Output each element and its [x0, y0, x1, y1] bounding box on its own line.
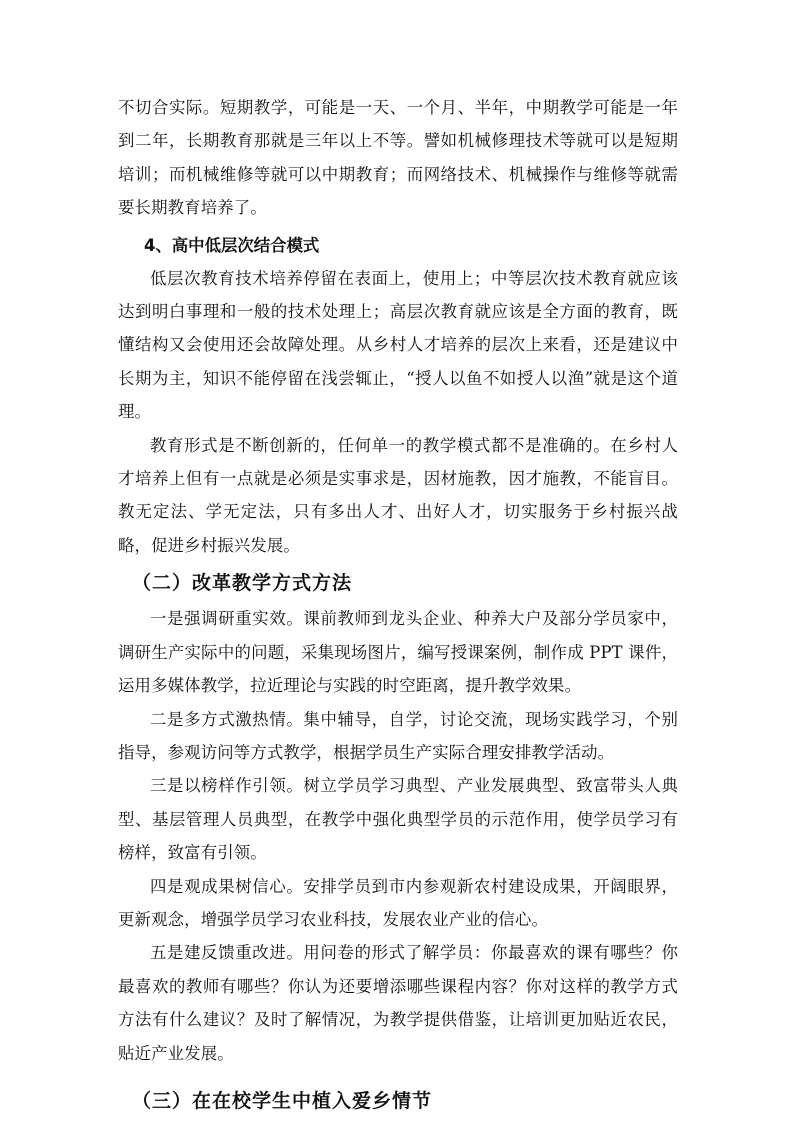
paragraph-point-4: 四是观成果树信心。安排学员到市内参观新农村建设成果，开阔眼界，更新观念，增强学员学习农业科技，发展农业产业的信心。: [118, 876, 678, 929]
section-heading-3: （三）在在校学生中植入爱乡情节: [132, 1089, 433, 1112]
paragraph-point-3: 三是以榜样作引领。树立学员学习典型、产业发展典型、致富带头人典型、基层管理人员典型，在教学中强化典型学员的示范作用，使学员学习有榜样，致富有引领。: [118, 776, 678, 863]
paragraph-continuation: 不切合实际。短期教学，可能是一天、一个月、半年，中期教学可能是一年到二年，长期教育那就是三年以上不等。譬如机械修理技术等就可以是短期培训；而机械维修等就可以中期教育；而网络技术、机械操作与维修等就需要长期教育培养了。: [118, 98, 678, 218]
paragraph-point-5: 五是建反馈重改进。用问卷的形式了解学员：你最喜欢的课有哪些？你最喜欢的教师有哪些？你认为还要增添哪些课程内容？你对这样的教学方式方法有什么建议？及时了解情况，为教学提供借鉴，让培训更加贴近农民，贴近产业发展。: [118, 943, 678, 1063]
paragraph-point-1: 一是强调研重实效。课前教师到龙头企业、种养大户及部分学员家中，调研生产实际中的问题，采集现场图片，编写授课案例，制作成 PPT 课件，运用多媒体教学，拉近理论与实践的时空距离，提升教学效果。: [118, 609, 678, 696]
subheading-4: 4、高中低层次结合模式: [144, 235, 320, 255]
document-body: [118, 91, 678, 1120]
paragraph-levels: 低层次教育技术培养停留在表面上，使用上；中等层次技术教育就应该达到明白事理和一般的技术处理上；高层次教育就应该是全方面的教育，既懂结构又会使用还会故障处理。从乡村人才培养的层次上来看，还是建议中长期为主，知识不能停留在浅尝辄止，“授人以鱼不如授人以渔”就是这个道理。: [118, 268, 678, 422]
paragraph-point-2: 二是多方式激热情。集中辅导，自学，讨论交流，现场实践学习，个别指导，参观访问等方式教学，根据学员生产实际合理安排教学活动。: [118, 709, 678, 762]
section-heading-2: （二）改革教学方式方法: [132, 572, 353, 595]
paragraph-innovation: 教育形式是不断创新的，任何单一的教学模式都不是准确的。在乡村人才培养上但有一点就是必须是实事求是，因材施教，因才施教，不能盲目。教无定法、学无定法，只有多出人才、出好人才，切实服务于乡村振兴战略，促进乡村振兴发展。: [118, 435, 678, 555]
